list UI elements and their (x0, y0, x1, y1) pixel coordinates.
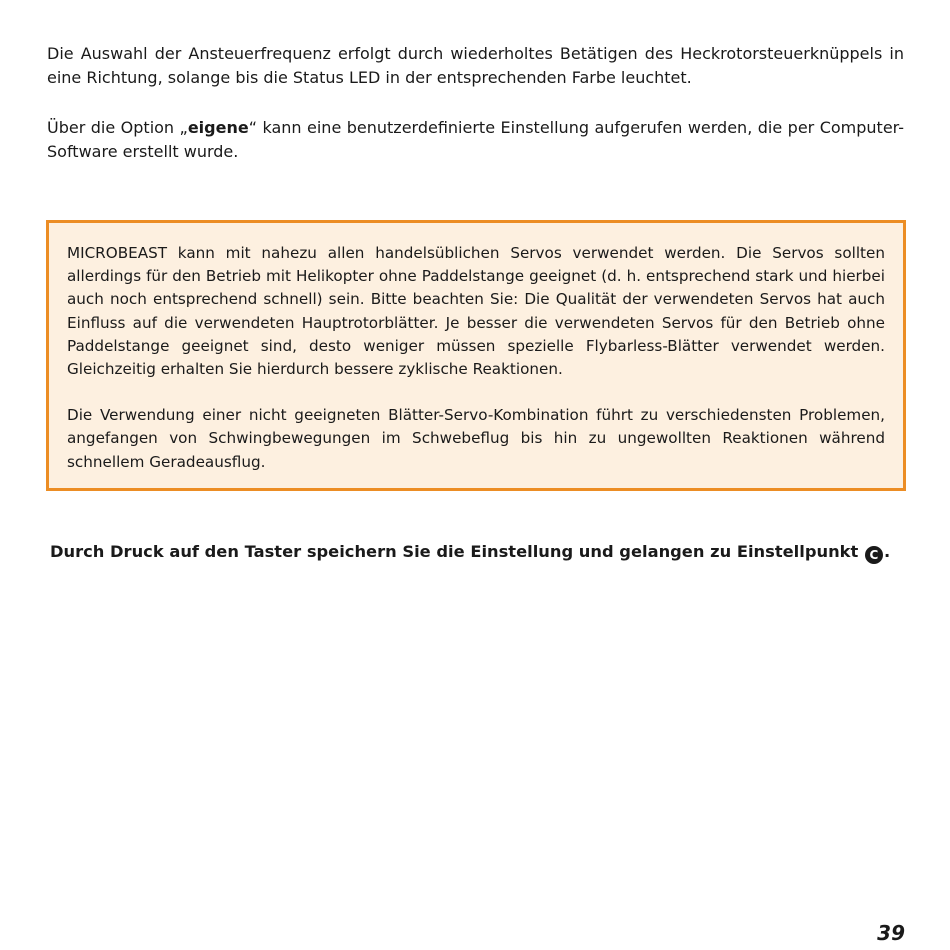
instruction-period: . (883, 542, 891, 561)
option-name-eigene: eigene (187, 118, 249, 137)
instruction-line (50, 540, 920, 564)
servo-note-box (46, 220, 906, 491)
note-paragraph-2: Die Verwendung einer nicht geeigneten Blätter-Servo-Kombination führt zu verschiedensten Problemen, angefangen von Schwingbewegungen im Schwebeflug bis hin zu ungewollten Reaktionen während schnellem Geradeausflug. (67, 406, 885, 471)
body-paragraph-1: Die Auswahl der Ansteuerfrequenz erfolgt durch wiederholtes Betätigen des Heckrotorsteuerknüppels in eine Richtung, solange bis die Status LED in der entsprechenden Farbe leuchtet. (47, 44, 904, 87)
paragraph-2-intro: Über die Option „ (47, 118, 188, 137)
paragraph-2-rest: “ kann eine benutzerdefinierte Einstellung aufgerufen werden, die per Computer-Software erstellt wurde. (47, 118, 904, 161)
page-number: 39 (877, 921, 905, 945)
note-paragraph-1: MICROBEAST kann mit nahezu allen handelsüblichen Servos verwendet werden. Die Servos sollten allerdings für den Betrieb mit Helikopter ohne Paddelstange geeignet (d. h. entsprechend stark und hierbei auch noch entsprechend schnell) sein. Bitte beachten Sie: Die Qualität der verwendeten Servos hat auch Einfluss auf die verwendeten Hauptrotorblätter. Je besser die verwendeten Servos für den Betrieb ohne Paddelstange geeignet sind, desto weniger müssen spezielle Flybarless-Blätter verwendet werden. Gleichzeitig erhalten Sie hierdurch bessere zyklische Reaktionen. (67, 244, 885, 379)
body-paragraph-2 (47, 116, 904, 164)
instruction-text: Durch Druck auf den Taster speichern Sie die Einstellung und gelangen zu Einstellpunkt (50, 542, 864, 561)
step-c-badge-icon: C (865, 546, 883, 564)
